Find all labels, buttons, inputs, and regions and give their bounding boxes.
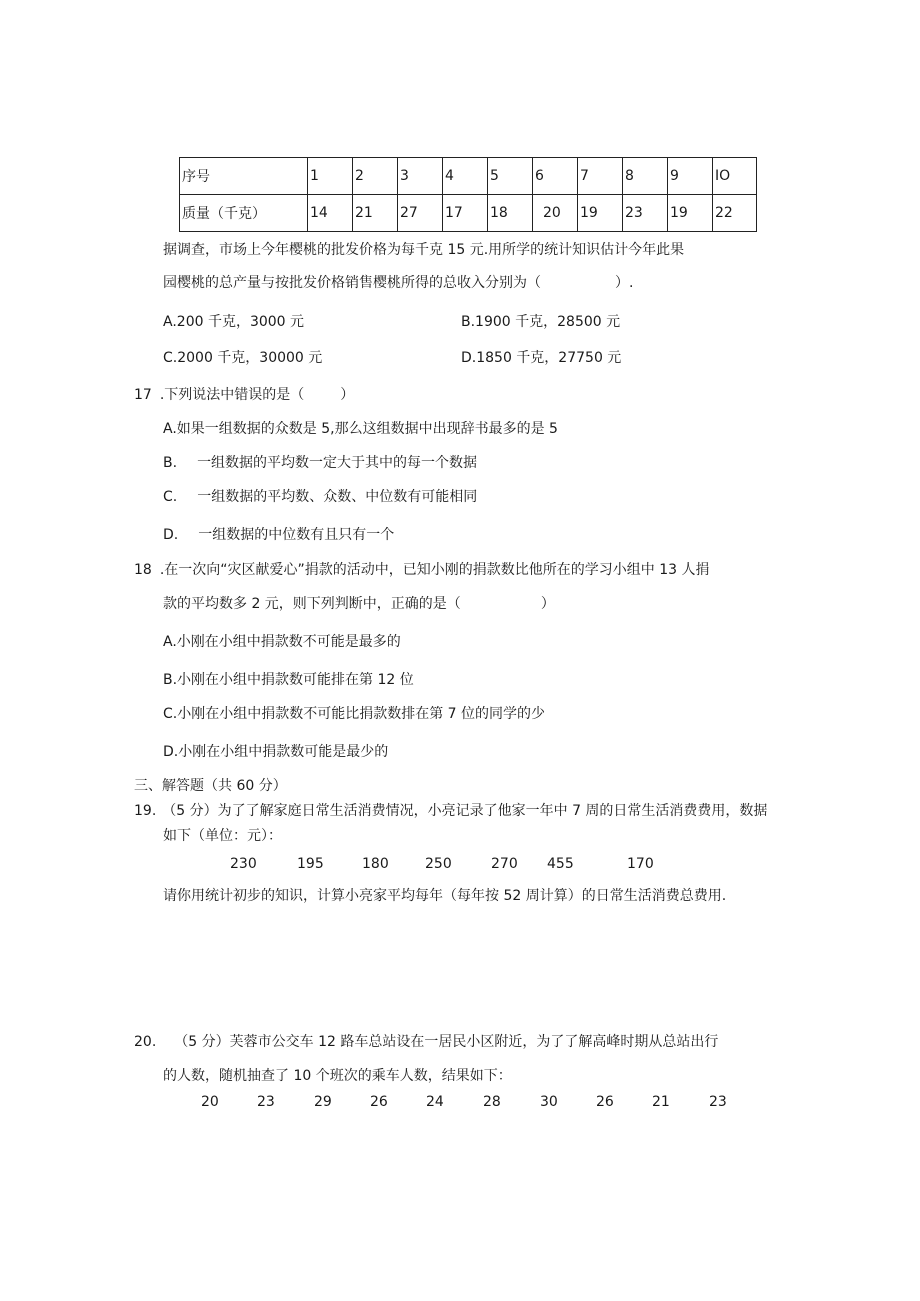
q17-stem <box>134 385 354 405</box>
q20-stem-line2: 的人数，随机抽查了 10 个班次的乘车人数，结果如下： <box>163 1068 512 1084</box>
q19-stem-line3: 请你用统计初步的知识，计算小亮家平均每年（每年按 52 周计算）的日常生活消费总费用. <box>163 888 727 904</box>
table-cell: 8 <box>623 158 668 195</box>
data-value: 250 <box>425 856 452 872</box>
q18-option-b: B.小刚在小组中捐款数可能排在第 12 位 <box>163 672 414 688</box>
data-value: 170 <box>627 856 654 872</box>
data-value: 29 <box>314 1094 332 1110</box>
q18-stem-text: .在一次向“灾区献爱心”捐款的活动中，已知小刚的捐款数比他所在的学习小组中 13 人捐 <box>159 562 710 578</box>
table-cell: 14 <box>308 195 353 232</box>
q16-stem-close: ）. <box>615 275 634 291</box>
table-cell: 20 <box>533 195 578 232</box>
q20-values <box>0 1092 920 1112</box>
q16-option-a: A.200 千克，3000 元 <box>163 314 305 330</box>
table-cell: 27 <box>398 195 443 232</box>
data-value: 24 <box>426 1094 444 1110</box>
table-row <box>180 195 757 232</box>
mass-table <box>179 157 757 232</box>
q18-stem-close: ） <box>540 596 555 612</box>
option-text: 一组数据的平均数一定大于其中的每一个数据 <box>197 455 478 471</box>
table-cell: 7 <box>578 158 623 195</box>
question-number: 17 <box>134 387 152 403</box>
data-value: 230 <box>230 856 257 872</box>
option-text: 一组数据的中位数有且只有一个 <box>198 527 395 543</box>
table-cell: IO <box>713 158 757 195</box>
data-value: 28 <box>483 1094 501 1110</box>
data-value: 455 <box>547 856 574 872</box>
q16-option-b: B.1900 千克，28500 元 <box>461 314 621 330</box>
q18-option-d: D.小刚在小组中捐款数可能是最少的 <box>163 744 389 760</box>
q18-stem-line2 <box>163 594 555 614</box>
table-cell: 5 <box>488 158 533 195</box>
table-cell: 9 <box>668 158 713 195</box>
table-cell: 质量（千克） <box>180 195 308 232</box>
data-value: 23 <box>257 1094 275 1110</box>
q20-stem-text: （5 分）芙蓉市公交车 12 路车总站设在一居民小区附近，为了了解高峰时期从总站出行 <box>174 1034 719 1050</box>
data-value: 26 <box>596 1094 614 1110</box>
q18-option-c: C.小刚在小组中捐款数不可能比捐款数排在第 7 位的同学的少 <box>163 706 546 722</box>
q19-values <box>0 854 920 874</box>
table-cell: 2 <box>353 158 398 195</box>
table-cell: 序号 <box>180 158 308 195</box>
table-cell: 21 <box>353 195 398 232</box>
table-cell: 22 <box>713 195 757 232</box>
option-label: B. <box>163 455 178 471</box>
data-value: 20 <box>201 1094 219 1110</box>
q16-stem-text: 园樱桃的总产量与按批发价格销售樱桃所得的总收入分别为（ <box>163 275 541 291</box>
table-cell: 3 <box>398 158 443 195</box>
q17-stem-text: .下列说法中错误的是（ <box>159 387 305 403</box>
q18-option-a: A.小刚在小组中捐款数不可能是最多的 <box>163 634 401 650</box>
table-cell: 18 <box>488 195 533 232</box>
table-row <box>180 158 757 195</box>
q19-stem-text: （5 分）为了了解家庭日常生活消费情况，小亮记录了他家一年中 7 周的日常生活消费费用，数据 <box>162 803 768 819</box>
section-heading: 三、解答题（共 60 分） <box>134 778 287 794</box>
q17-option-b <box>163 453 477 473</box>
q17-option-d <box>163 525 394 545</box>
q18-stem-line1 <box>134 560 710 580</box>
q17-option-c <box>163 487 477 507</box>
option-text: 一组数据的平均数、众数、中位数有可能相同 <box>197 489 478 505</box>
data-value: 26 <box>370 1094 388 1110</box>
option-label: C. <box>163 489 178 505</box>
q20-stem-line1 <box>134 1032 718 1052</box>
data-value: 195 <box>297 856 324 872</box>
data-value: 30 <box>540 1094 558 1110</box>
table-cell: 4 <box>443 158 488 195</box>
question-number: 20. <box>134 1034 157 1050</box>
q19-stem-line2: 如下（单位：元）： <box>163 828 282 844</box>
data-value: 270 <box>491 856 518 872</box>
q18-stem-text-2: 款的平均数多 2 元，则下列判断中，正确的是（ <box>163 596 461 612</box>
q16-option-c: C.2000 千克，30000 元 <box>163 350 323 366</box>
table-cell: 17 <box>443 195 488 232</box>
table-cell: 23 <box>623 195 668 232</box>
data-value: 23 <box>709 1094 727 1110</box>
option-label: D. <box>163 527 179 543</box>
data-value: 180 <box>362 856 389 872</box>
table-cell: 19 <box>668 195 713 232</box>
q16-option-d: D.1850 千克，27750 元 <box>461 350 622 366</box>
question-number: 18 <box>134 562 152 578</box>
q16-stem-line1: 据调查，市场上今年樱桃的批发价格为每千克 15 元.用所学的统计知识估计今年此果 <box>163 242 685 258</box>
data-value: 21 <box>652 1094 670 1110</box>
q16-stem-line2 <box>163 273 633 293</box>
table-cell: 19 <box>578 195 623 232</box>
question-number: 19. <box>134 803 157 819</box>
q17-option-a: A.如果一组数据的众数是 5,那么这组数据中出现辞书最多的是 5 <box>163 421 558 437</box>
table-cell: 6 <box>533 158 578 195</box>
q19-stem-line1 <box>134 801 767 821</box>
q17-stem-close: ） <box>340 387 355 403</box>
table-cell: 1 <box>308 158 353 195</box>
